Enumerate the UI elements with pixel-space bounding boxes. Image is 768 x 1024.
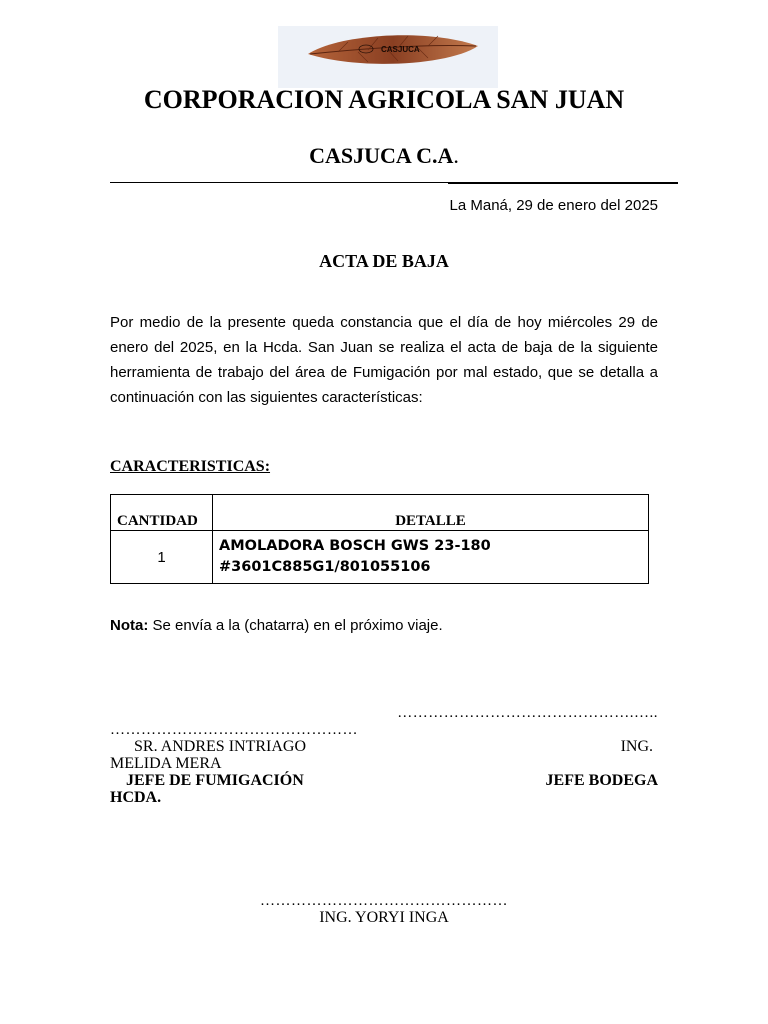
header-rule-right	[448, 182, 678, 184]
note-text: Se envía a la (chatarra) en el próximo viaje.	[148, 617, 443, 634]
signer-1-name: SR. ANDRES INTRIAGO	[134, 738, 307, 755]
signer-2-prefix: ING.	[620, 738, 653, 755]
table-header-row	[111, 495, 649, 531]
header-detalle: DETALLE	[213, 495, 649, 531]
detalle-line-1: AMOLADORA BOSCH GWS 23-180	[219, 538, 491, 554]
signature-line-bottom: …………………………………………	[260, 893, 508, 909]
table-row	[111, 531, 649, 584]
casjuca-leaf-logo	[278, 26, 498, 88]
signature-line-left: …………………………………………	[110, 722, 358, 738]
header-cantidad: CANTIDAD	[111, 495, 213, 531]
body-paragraph: Por medio de la presente queda constancia que el día de hoy miércoles 29 de enero del 2025, en la Hcda. San Juan se realiza el acta de baja de la siguiente herramienta de trabajo del área de Fumigación por mal estado, que se detalla a continuación con las siguientes características:	[110, 314, 658, 406]
date-line: La Maná, 29 de enero del 2025	[449, 197, 658, 214]
document-title: ACTA DE BAJA	[319, 251, 449, 271]
signer-1-role: JEFE DE FUMIGACIÓN	[126, 772, 304, 789]
header-rule-left	[110, 182, 448, 183]
items-table	[110, 494, 649, 584]
note-line	[110, 617, 443, 634]
signer-2-name: MELIDA MERA	[110, 755, 222, 772]
company-short-name: CASJUCA C.A	[309, 143, 454, 168]
svg-text:CASJUCA: CASJUCA	[381, 45, 420, 54]
signature-line-right: ……………………………………….…..	[397, 705, 658, 721]
detalle-line-2: #3601C885G1/801055106	[219, 559, 431, 575]
cell-detalle	[213, 531, 649, 584]
cell-cantidad: 1	[111, 531, 213, 584]
note-label: Nota:	[110, 617, 149, 634]
signer-1-role-cont: HCDA.	[110, 789, 162, 806]
characteristics-heading: CARACTERISTICAS:	[110, 458, 271, 475]
company-short-suffix: .	[453, 143, 459, 168]
signer-2-role: JEFE BODEGA	[545, 772, 658, 789]
signer-3-name: ING. YORYI INGA	[319, 909, 449, 926]
company-short-heading	[110, 142, 658, 170]
company-name-heading: CORPORACION AGRICOLA SAN JUAN	[143, 85, 625, 114]
